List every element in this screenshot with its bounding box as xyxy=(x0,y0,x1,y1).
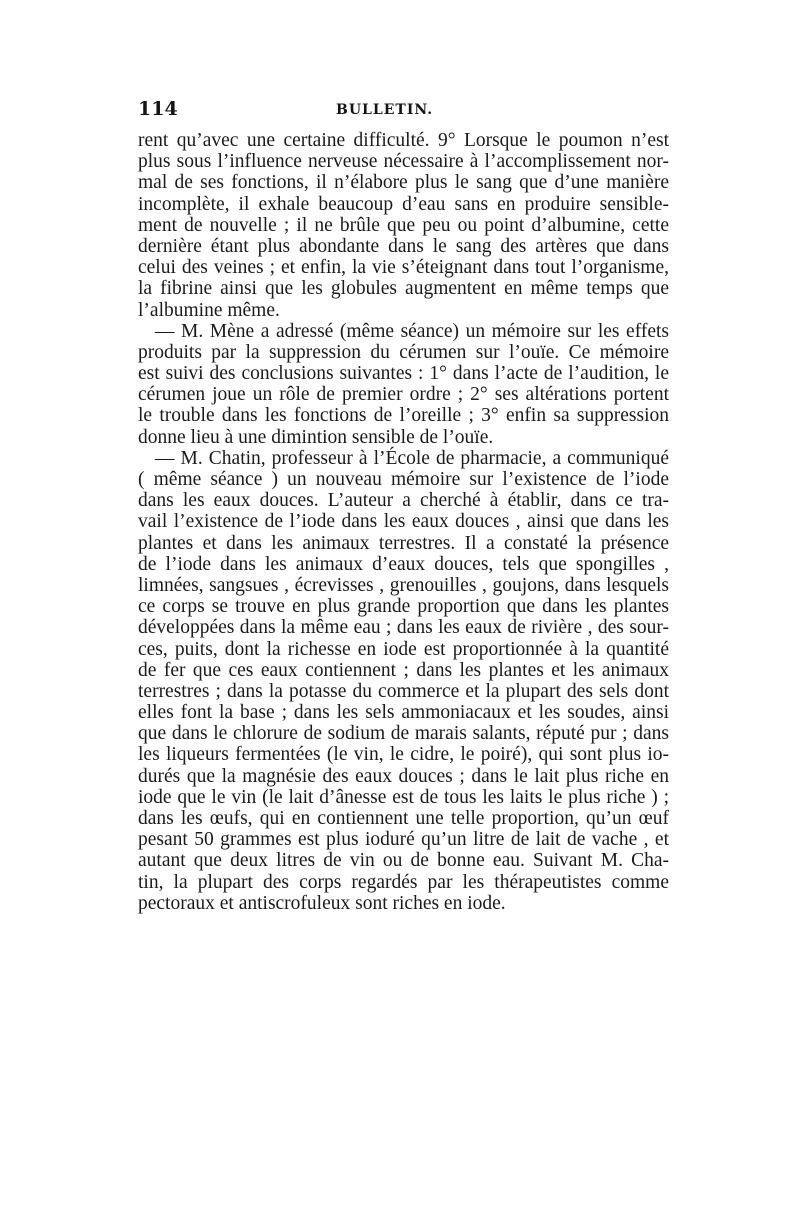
text-line: elles font la base ; dans les sels ammoniacaux et les soudes, ainsi xyxy=(138,702,669,724)
paragraph-end-line: l’albumine même. xyxy=(138,299,280,321)
text-line: développées dans la même eau ; dans les eaux de rivière , des sour- xyxy=(138,617,669,639)
text-line: autant que deux litres de vin ou de bonne eau. Suivant M. Cha- xyxy=(138,850,669,872)
page-number: 114 xyxy=(138,98,178,120)
text-line: le trouble dans les fonctions de l’oreille ; 3° enfin sa suppression xyxy=(138,405,669,427)
text-line: que dans le chlorure de sodium de marais salants, réputé pur ; dans xyxy=(138,723,669,745)
text-line: ce corps se trouve en plus grande proportion que dans les plantes xyxy=(138,596,669,618)
paragraph-start-line: — M. Chatin, professeur à l’École de pharmacie, a communiqué xyxy=(155,447,669,469)
text-line: mal de ses fonctions, il n’élabore plus le sang que d’une manière xyxy=(138,172,669,194)
text-line: dans les œufs, qui en contiennent une telle proportion, qu’un œuf xyxy=(138,808,669,829)
text-line: dans les eaux douces. L’auteur a cherché à établir, dans ce tra- xyxy=(138,490,669,512)
text-line: ces, puits, dont la richesse en iode est proportionnée à la quantité xyxy=(138,638,669,660)
paragraph-start-line: — M. Mène a adressé (même séance) un mémoire sur les effets xyxy=(155,320,669,342)
page-header xyxy=(138,98,669,124)
text-line: la fibrine ainsi que les globules augmentent en même temps que xyxy=(138,278,669,300)
text-line: plus sous l’influence nerveuse nécessaire à l’accomplissement nor- xyxy=(138,151,669,173)
text-line: est suivi des conclusions suivantes : 1° dans l’acte de l’audition, le xyxy=(138,363,669,385)
text-line: de fer que ces eaux contiennent ; dans les plantes et les animaux xyxy=(138,659,669,681)
text-line: limnées, sangsues , écrevisses , grenouilles , goujons, dans lesquels xyxy=(138,574,669,596)
text-line: les liqueurs fermentées (le vin, le cidre, le poiré), qui sont plus io- xyxy=(138,744,669,766)
paragraph-end-line: donne lieu à une dimintion sensible de l’ouïe. xyxy=(138,426,494,448)
text-line: ( même séance ) un nouveau mémoire sur l’existence de l’iode xyxy=(138,469,669,490)
body-text xyxy=(138,130,669,914)
text-line: rent qu’avec une certaine difficulté. 9° Lorsque le poumon n’est xyxy=(138,130,669,151)
text-line: incomplète, il exhale beaucoup d’eau sans en produire sensible- xyxy=(138,193,669,215)
text-line: plantes et dans les animaux terrestres. Il a constaté la présence xyxy=(138,532,669,554)
paragraph-end-line: pectoraux et antiscrofuleux sont riches en iode. xyxy=(138,892,506,914)
text-line: produits par la suppression du cérumen sur l’ouïe. Ce mémoire xyxy=(138,341,669,363)
text-line: terrestres ; dans la potasse du commerce et la plupart des sels dont xyxy=(138,680,669,702)
text-line: tin, la plupart des corps regardés par les thérapeutistes comme xyxy=(138,871,669,893)
text-line: iode que le vin (le lait d’ânesse est de tous les laits le plus riche ) ; xyxy=(138,786,669,808)
text-line: ment de nouvelle ; il ne brûle que peu ou point d’albumine, cette xyxy=(138,214,669,236)
text-line: vail l’existence de l’iode dans les eaux douces , ainsi que dans les xyxy=(138,511,669,533)
text-line: celui des veines ; et enfin, la vie s’éteignant dans tout l’organisme, xyxy=(138,257,669,279)
text-line: cérumen joue un rôle de premier ordre ; 2° ses altérations portent xyxy=(138,384,669,406)
text-line: de l’iode dans les animaux d’eaux douces, tels que spongilles , xyxy=(138,553,669,575)
text-line: dernière étant plus abondante dans le sang des artères que dans xyxy=(138,235,669,257)
text-line: pesant 50 grammes est plus ioduré qu’un litre de lait de vache , et xyxy=(138,829,669,851)
running-head: BULLETIN. xyxy=(336,102,434,118)
text-line: durés que la magnésie des eaux douces ; dans le lait plus riche en xyxy=(138,765,669,787)
